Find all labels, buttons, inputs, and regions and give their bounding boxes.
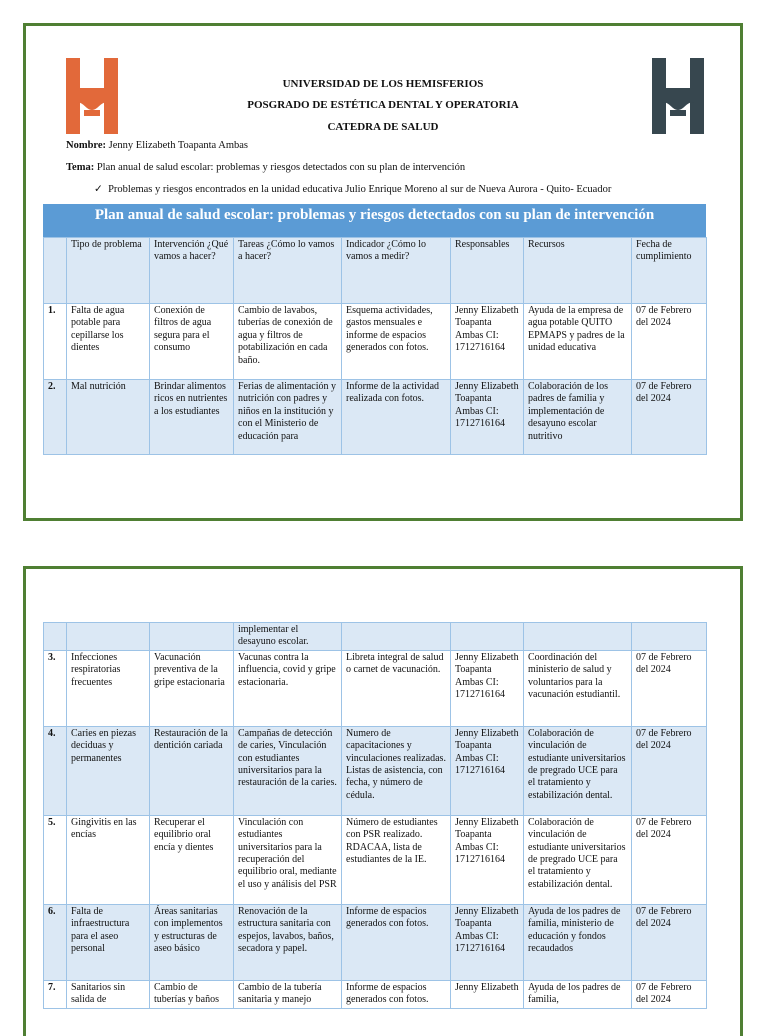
table-cell: Vinculación con estudiantes universitarios para la recuperación del equilibrio oral, mediante el uso y análisis del PSR: [234, 815, 342, 904]
row-number: 3.: [44, 650, 67, 726]
table-cell: [342, 623, 451, 651]
column-header: Tareas ¿Cómo lo vamos a hacer?: [234, 238, 342, 304]
table-cell: [67, 623, 150, 651]
name-label: Nombre:: [66, 140, 107, 151]
table-cell: Jenny Elizabeth Toapanta Ambas CI: 1712716164: [451, 304, 524, 380]
table-cell: [451, 623, 524, 651]
table-cell: Jenny Elizabeth Toapanta Ambas CI: 1712716164: [451, 904, 524, 980]
topic-line: [66, 162, 465, 173]
table-cell: Falta de agua potable para cepillarse los dientes: [67, 304, 150, 380]
table-cell: Cambio de lavabos, tuberías de conexión de agua y filtros de potabilización en cada baño.: [234, 304, 342, 380]
name-value: Jenny Elizabeth Toapanta Ambas: [108, 140, 248, 151]
table-cell: Esquema actividades, gastos mensuales e informe de espacios generados con fotos.: [342, 304, 451, 380]
table-cell: [524, 623, 632, 651]
topic-label: Tema:: [66, 162, 95, 173]
table-cell: Recuperar el equilibrio oral encía y dientes: [150, 815, 234, 904]
table-cell: Jenny Elizabeth Toapanta Ambas CI: 1712716164: [451, 380, 524, 455]
column-header: Indicador ¿Cómo lo vamos a medir?: [342, 238, 451, 304]
table-cell: 07 de Febrero del 2024: [632, 650, 707, 726]
column-header: Fecha de cumplimiento: [632, 238, 707, 304]
table-cell: Jenny Elizabeth Toapanta Ambas CI: 1712716164: [451, 650, 524, 726]
university-title: UNIVERSIDAD DE LOS HEMISFERIOS: [282, 78, 484, 90]
table-cell: [44, 623, 67, 651]
table-row: [44, 980, 707, 1008]
table-header-row: [44, 238, 707, 304]
table-row: [44, 304, 707, 380]
table-title-banner: Plan anual de salud escolar: problemas y riesgos detectados con su plan de intervención: [43, 204, 706, 237]
table-cell: Informe de espacios generados con fotos.: [342, 980, 451, 1008]
table-cell: 07 de Febrero del 2024: [632, 904, 707, 980]
column-header: [44, 238, 67, 304]
chair-title: CATEDRA DE SALUD: [327, 121, 439, 133]
table-cell: 07 de Febrero del 2024: [632, 380, 707, 455]
name-line: [66, 140, 248, 151]
table-cell: Jenny Elizabeth Toapanta Ambas CI: 1712716164: [451, 815, 524, 904]
plan-table-page-2: [43, 622, 707, 1009]
table-cell: Renovación de la estructura sanitaria con espejos, lavabos, baños, secadora y papel.: [234, 904, 342, 980]
table-cell: Informe de la actividad realizada con fotos.: [342, 380, 451, 455]
table-cell: Restauración de la dentición cariada: [150, 726, 234, 815]
table-cell: Conexión de filtros de agua segura para el consumo: [150, 304, 234, 380]
table-cell: Numero de capacitaciones y vinculaciones realizadas. Listas de asistencia, con fecha, y número de cédula.: [342, 726, 451, 815]
row-number: 1.: [44, 304, 67, 380]
table-cell: Ayuda de la empresa de agua potable QUITO EPMAPS y padres de la unidad educativa: [524, 304, 632, 380]
table-cell: Libreta integral de salud o carnet de vacunación.: [342, 650, 451, 726]
checkmark-icon: ✓: [94, 184, 103, 195]
table-cell: implementar el desayuno escolar.: [234, 623, 342, 651]
table-cell: Brindar alimentos ricos en nutrientes a los estudiantes: [150, 380, 234, 455]
table-cell: [150, 623, 234, 651]
table-cell: Jenny Elizabeth Toapanta Ambas CI: 1712716164: [451, 726, 524, 815]
table-cell: Campañas de detección de caries, Vinculación con estudiantes universitarios para la restauración de la caries.: [234, 726, 342, 815]
program-title: POSGRADO DE ESTÉTICA DENTAL Y OPERATORIA: [247, 99, 519, 111]
table-cell: Falta de infraestructura para el aseo personal: [67, 904, 150, 980]
row-number: 4.: [44, 726, 67, 815]
table-cell: Jenny Elizabeth: [451, 980, 524, 1008]
table-cell: Vacunación preventiva de la gripe estacionaria: [150, 650, 234, 726]
bullet-line: [94, 183, 611, 195]
row-number: 2.: [44, 380, 67, 455]
table-row: [44, 815, 707, 904]
table-cell: Colaboración de vinculación de estudiante universitarios de pregrado UCE para el tratamiento y estabilización dental.: [524, 815, 632, 904]
table-cell: 07 de Febrero del 2024: [632, 815, 707, 904]
table-cell: Sanitarios sin salida de: [67, 980, 150, 1008]
table-cell: [632, 623, 707, 651]
topic-value: Plan anual de salud escolar: problemas y riesgos detectados con su plan de intervención: [96, 162, 466, 173]
column-header: Intervención ¿Qué vamos a hacer?: [150, 238, 234, 304]
table-cell: 07 de Febrero del 2024: [632, 304, 707, 380]
table-cell: Colaboración de los padres de familia y implementación de desayuno escolar nutritivo: [524, 380, 632, 455]
table-cell: Cambio de tuberías y baños: [150, 980, 234, 1008]
table-row: [44, 380, 707, 455]
table-cell: Cambio de la tubería sanitaria y manejo: [234, 980, 342, 1008]
plan-table-page-1: [43, 237, 707, 455]
row-number: 5.: [44, 815, 67, 904]
table-row: [44, 726, 707, 815]
table-cell: Informe de espacios generados con fotos.: [342, 904, 451, 980]
table-cell: Número de estudiantes con PSR realizado. RDACAA, lista de estudiantes de la IE.: [342, 815, 451, 904]
table-cell: Vacunas contra la influencia, covid y gripe estacionaria.: [234, 650, 342, 726]
document-page-1: [23, 23, 743, 521]
table-row: [44, 904, 707, 980]
column-header: Responsables: [451, 238, 524, 304]
table-cell: Colaboración de vinculación de estudiante universitarios de pregrado UCE para el tratamiento y estabilización dental.: [524, 726, 632, 815]
table-cell: Gingivitis en las encías: [67, 815, 150, 904]
table-row-continuation: [44, 623, 707, 651]
bullet-text: Problemas y riesgos encontrados en la unidad educativa Julio Enrique Moreno al sur de Nueva Aurora - Quito- Ecuador: [108, 184, 612, 195]
table-cell: Coordinación del ministerio de salud y voluntarios para la vacunación estudiantil.: [524, 650, 632, 726]
table-cell: Áreas sanitarias con implementos y estructuras de aseo básico: [150, 904, 234, 980]
table-cell: Caries en piezas deciduas y permanentes: [67, 726, 150, 815]
table-row: [44, 650, 707, 726]
table-cell: 07 de Febrero del 2024: [632, 980, 707, 1008]
table-cell: 07 de Febrero del 2024: [632, 726, 707, 815]
column-header: Tipo de problema: [67, 238, 150, 304]
table-cell: Ferias de alimentación y nutrición con padres y niños en la institución y con el Ministerio de educación para: [234, 380, 342, 455]
table-cell: Ayuda de los padres de familia, ministerio de educación y fondos recaudados: [524, 904, 632, 980]
document-page-2: [23, 566, 743, 1036]
row-number: 7.: [44, 980, 67, 1008]
row-number: 6.: [44, 904, 67, 980]
table-cell: Mal nutrición: [67, 380, 150, 455]
table-cell: Infecciones respiratorias frecuentes: [67, 650, 150, 726]
column-header: Recursos: [524, 238, 632, 304]
table-cell: Ayuda de los padres de familia,: [524, 980, 632, 1008]
